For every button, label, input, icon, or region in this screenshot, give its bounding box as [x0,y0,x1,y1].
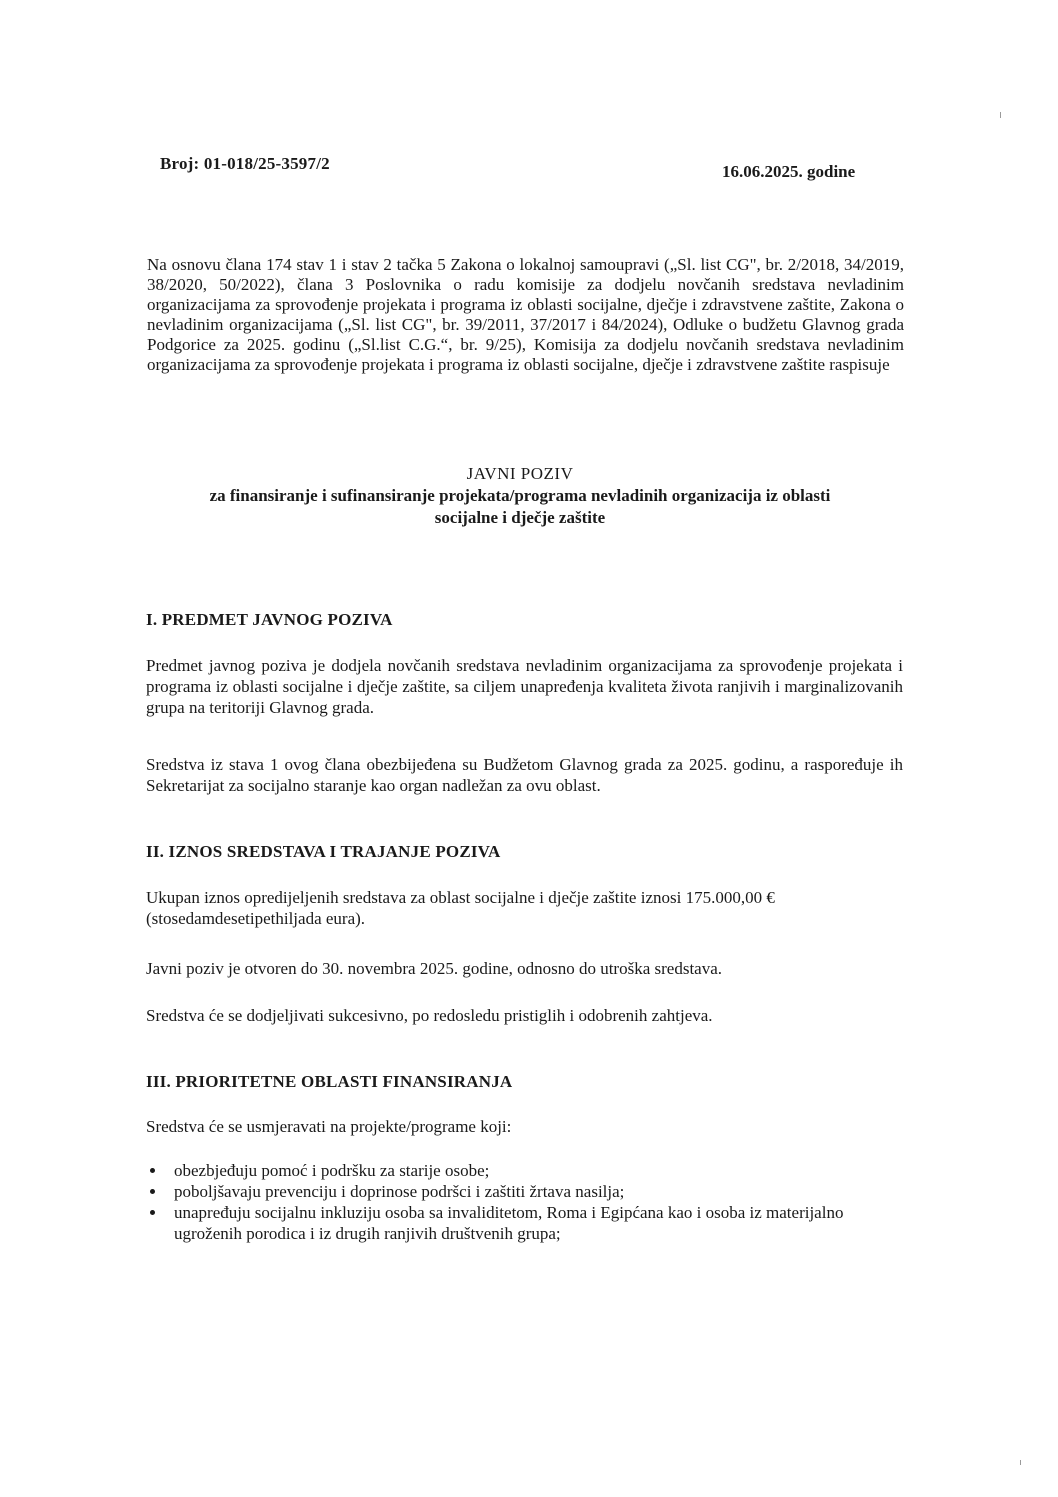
scan-mark [1000,112,1001,118]
reference-number: Broj: 01-018/25-3597/2 [160,154,330,173]
list-item-text: poboljšavaju prevenciju i doprinose podršci i zaštiti žrtava nasilja; [174,1182,625,1201]
title-main: JAVNI POZIV [466,464,574,483]
section-paragraph: Sredstva će se dodjeljivati sukcesivno, po redosledu pristiglih i odobrenih zahtjeva. [146,1006,713,1025]
section-paragraph: Ukupan iznos opredijeljenih sredstava za oblast socijalne i dječje zaštite iznosi 175.000,00 € (stosedamdesetipethiljada eura). [146,888,775,928]
priority-list [146,1160,906,1244]
section-heading: II. IZNOS SREDSTAVA I TRAJANJE POZIVA [146,842,501,861]
intro-paragraph: Na osnovu člana 174 stav 1 i stav 2 tačka 5 Zakona o lokalnoj samoupravi („Sl. list CG", br. 2/2018, 34/2019, 38/2020, 50/2022), člana 3 Poslovnika o radu komisije za dodjelu novčanih sredstava nevladinim organizacijama za sprovođenje projekata i programa iz oblasti socijalne, dječje i zdravstvene zaštite, Zakona o nevladinim organizacijama („Sl. list CG", br. 39/2011, 37/2017 i 84/2024), Odluke o budžetu Glavnog grada Podgorice za 2025. godinu („Sl.list C.G.“, br. 9/25), Komisija za dodjelu novčanih sredstava nevladinim organizacijama za sprovođenje projekata i programa iz oblasti socijalne, dječje i zdravstvene zaštite raspisuje [147,255,904,374]
list-item-text: unapređuju socijalnu inkluziju osoba sa invaliditetom, Roma i Egipćana kao i osoba iz materijalno ugroženih porodica i iz drugih ranjivih društvenih grupa; [174,1203,844,1243]
bullet-icon [150,1210,155,1215]
document-date: 16.06.2025. godine [722,162,856,181]
document-title [140,463,900,529]
list-item [146,1160,906,1181]
section-paragraph: Javni poziv je otvoren do 30. novembra 2025. godine, odnosno do utroška sredstava. [146,959,723,978]
section-paragraph: Sredstva će se usmjeravati na projekte/programe koji: [146,1117,512,1136]
list-item-text: obezbjeđuju pomoć i podršku za starije osobe; [174,1161,490,1180]
section-heading: I. PREDMET JAVNOG POZIVA [146,610,393,629]
bullet-icon [150,1168,155,1173]
bullet-icon [150,1189,155,1194]
section-heading: III. PRIORITETNE OBLASTI FINANSIRANJA [146,1072,513,1091]
list-item [146,1181,906,1202]
title-subtitle-line2: socijalne i dječje zaštite [434,508,606,527]
title-subtitle-line1: za finansiranje i sufinansiranje projekata/programa nevladinih organizacija iz oblasti [209,486,831,505]
list-item [146,1202,906,1244]
scan-mark [1020,1460,1021,1465]
section-paragraph: Sredstva iz stava 1 ovog člana obezbijeđena su Budžetom Glavnog grada za 2025. godinu, a raspoređuje ih Sekretarijat za socijalno staranje kao organ nadležan za ovu oblast. [146,755,903,795]
section-paragraph: Predmet javnog poziva je dodjela novčanih sredstava nevladinim organizacijama za sprovođenje projekata i programa iz oblasti socijalne i dječje zaštite, sa ciljem unapređenja kvaliteta života ranjivih i marginalizovanih grupa na teritoriji Glavnog grada. [146,656,903,717]
